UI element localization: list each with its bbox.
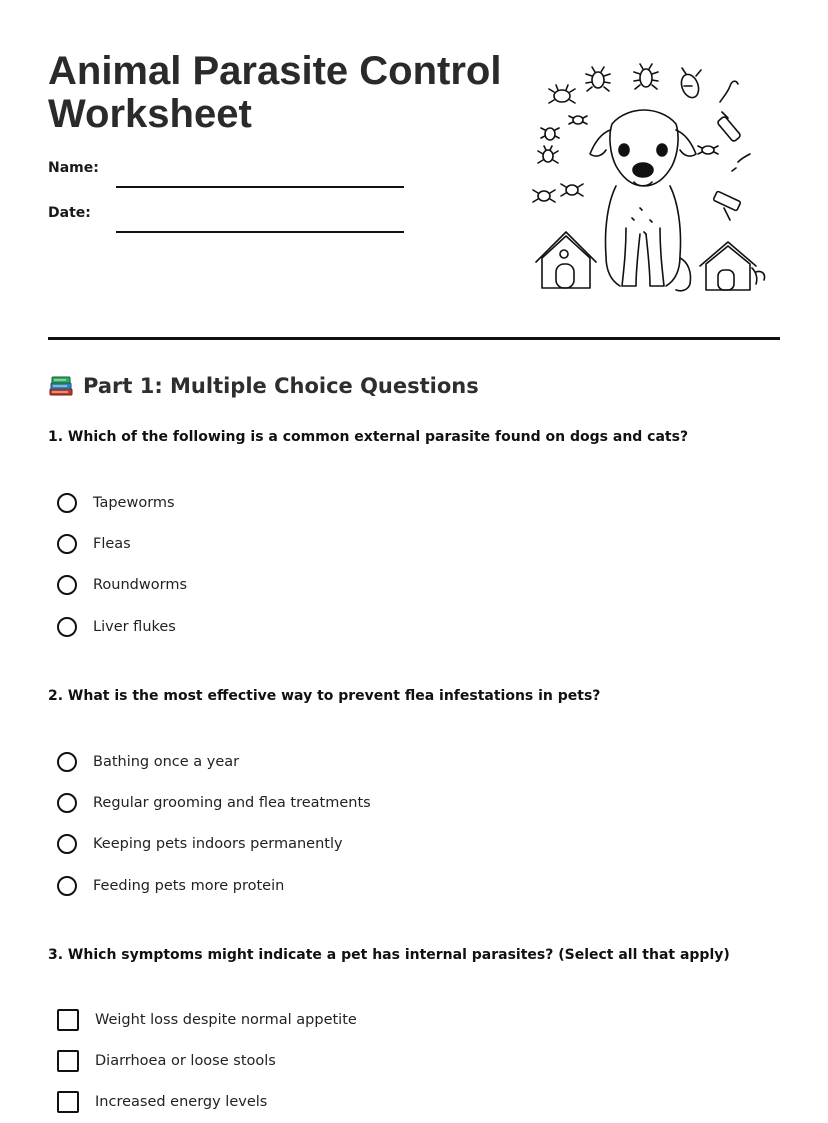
- doghouse-icon: [536, 232, 596, 288]
- date-field: [48, 205, 404, 221]
- books-icon: [48, 373, 74, 399]
- checkbox[interactable]: [57, 1009, 79, 1031]
- question-2-option[interactable]: [57, 741, 371, 782]
- radio-button[interactable]: [57, 876, 77, 896]
- question-2-option[interactable]: [57, 824, 371, 865]
- option-label: Liver flukes: [93, 618, 176, 635]
- bug-icon: [634, 64, 658, 89]
- question-1-option[interactable]: [57, 482, 187, 523]
- radio-button[interactable]: [57, 534, 77, 554]
- part1-heading-text: Part 1: Multiple Choice Questions: [83, 374, 479, 398]
- radio-button[interactable]: [57, 834, 77, 854]
- option-label: Fleas: [93, 536, 131, 553]
- dog-with-parasites-illustration: [528, 58, 774, 300]
- bug-icon: [533, 190, 555, 202]
- question-1-option[interactable]: [57, 565, 187, 606]
- name-field: [48, 160, 404, 176]
- question-2-options: [57, 741, 371, 907]
- option-label: Weight loss despite normal appetite: [95, 1011, 357, 1028]
- comb-icon: [713, 191, 741, 220]
- question-2-option[interactable]: [57, 865, 371, 906]
- question-3-options: [57, 999, 357, 1123]
- bug-icon: [549, 85, 575, 103]
- checkbox[interactable]: [57, 1091, 79, 1113]
- radio-button[interactable]: [57, 575, 77, 595]
- question-1-option[interactable]: [57, 523, 187, 564]
- bug-icon: [586, 67, 610, 91]
- dog-icon: [590, 110, 696, 291]
- radio-button[interactable]: [57, 793, 77, 813]
- checkbox[interactable]: [57, 1050, 79, 1072]
- question-2-option[interactable]: [57, 782, 371, 823]
- radio-button[interactable]: [57, 617, 77, 637]
- date-label: Date:: [48, 205, 91, 221]
- question-1-option[interactable]: [57, 606, 187, 647]
- question-3-text: 3. Which symptoms might indicate a pet has internal parasites? (Select all that apply): [48, 947, 730, 963]
- question-3-option[interactable]: [57, 1040, 357, 1081]
- date-input-line[interactable]: [116, 231, 404, 233]
- worksheet-title: Animal Parasite Control Worksheet: [48, 49, 502, 136]
- option-label: Roundworms: [93, 577, 187, 594]
- option-label: Diarrhoea or loose stools: [95, 1053, 276, 1070]
- question-1-options: [57, 482, 187, 648]
- question-2-text: 2. What is the most effective way to prevent flea infestations in pets?: [48, 688, 601, 704]
- radio-button[interactable]: [57, 493, 77, 513]
- radio-button[interactable]: [57, 752, 77, 772]
- option-label: Bathing once a year: [93, 753, 240, 770]
- option-label: Increased energy levels: [95, 1094, 268, 1111]
- bug-icon: [541, 128, 559, 140]
- section-divider: [48, 337, 780, 340]
- bug-icon: [698, 146, 718, 154]
- tick-icon: [538, 146, 558, 163]
- option-label: Keeping pets indoors permanently: [93, 836, 343, 853]
- pill-icon: [732, 154, 750, 171]
- part1-heading: [48, 373, 479, 399]
- name-label: Name:: [48, 160, 99, 176]
- roller-icon: [717, 112, 741, 142]
- beetle-icon: [678, 68, 701, 100]
- option-label: Regular grooming and flea treatments: [93, 795, 371, 812]
- question-3-option[interactable]: [57, 1082, 357, 1123]
- option-label: Feeding pets more protein: [93, 877, 285, 894]
- doghouse-icon: [700, 242, 765, 290]
- question-3-option[interactable]: [57, 999, 357, 1040]
- option-label: Tapeworms: [93, 494, 175, 511]
- question-1-text: 1. Which of the following is a common external parasite found on dogs and cats?: [48, 429, 689, 445]
- name-input-line[interactable]: [116, 186, 404, 188]
- worm-icon: [720, 81, 738, 102]
- bug-icon: [569, 116, 587, 124]
- bug-icon: [561, 184, 583, 196]
